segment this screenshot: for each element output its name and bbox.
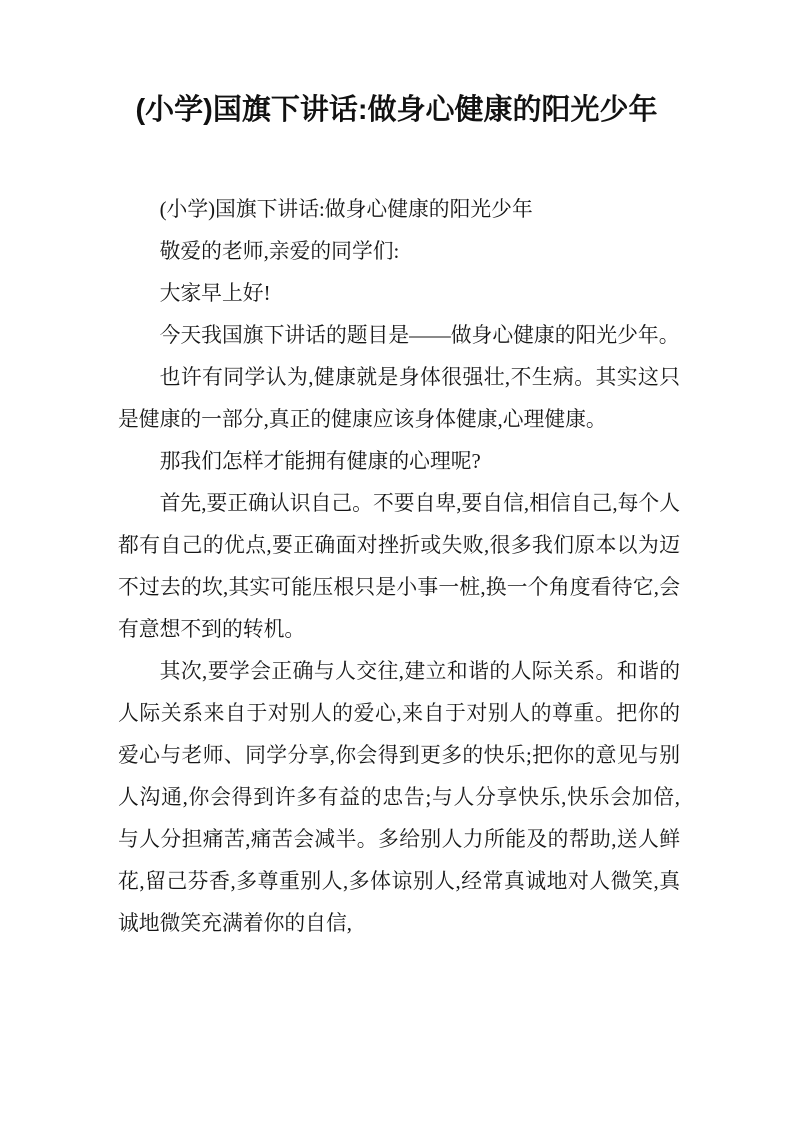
paragraph-body: 也许有同学认为,健康就是身体很强壮,不生病。其实这只是健康的一部分,真正的健康应该身体健康,心理健康。	[118, 366, 680, 431]
paragraph-heading-line: (小学)国旗下讲话:做身心健康的阳光少年	[159, 198, 533, 221]
paragraph-question: 那我们怎样才能拥有健康的心理呢?	[159, 450, 481, 473]
paragraph-second-point: 其次,要学会正确与人交往,建立和谐的人际关系。和谐的人际关系来自于对别人的爱心,来自于对别人的尊重。把你的爱心与老师、同学分享,你会得到更多的快乐;把你的意见与别人沟通,你会得到许多有益的忠告;与人分享快乐,快乐会加倍,与人分担痛苦,痛苦会减半。多给别人力所能及的帮助,送人鲜花,留己芬香,多尊重别人,多体谅别人,经常真诚地对人微笑,真诚地微笑充满着你的自信,	[118, 660, 680, 935]
paragraph-topic: 今天我国旗下讲话的题目是——做身心健康的阳光少年。	[159, 324, 680, 347]
paragraph-salutation: 敬爱的老师,亲爱的同学们:	[159, 240, 400, 263]
paragraph-first-point: 首先,要正确认识自己。不要自卑,要自信,相信自己,每个人都有自己的优点,要正确面对挫折或失败,很多我们原本以为迈不过去的坎,其实可能压根只是小事一桩,换一个角度看待它,会有意想不到的转机。	[118, 492, 680, 641]
document-title: (小学)国旗下讲话:做身心健康的阳光少年	[135, 94, 658, 126]
paragraph-greeting: 大家早上好!	[159, 282, 271, 305]
document-body	[118, 189, 680, 945]
